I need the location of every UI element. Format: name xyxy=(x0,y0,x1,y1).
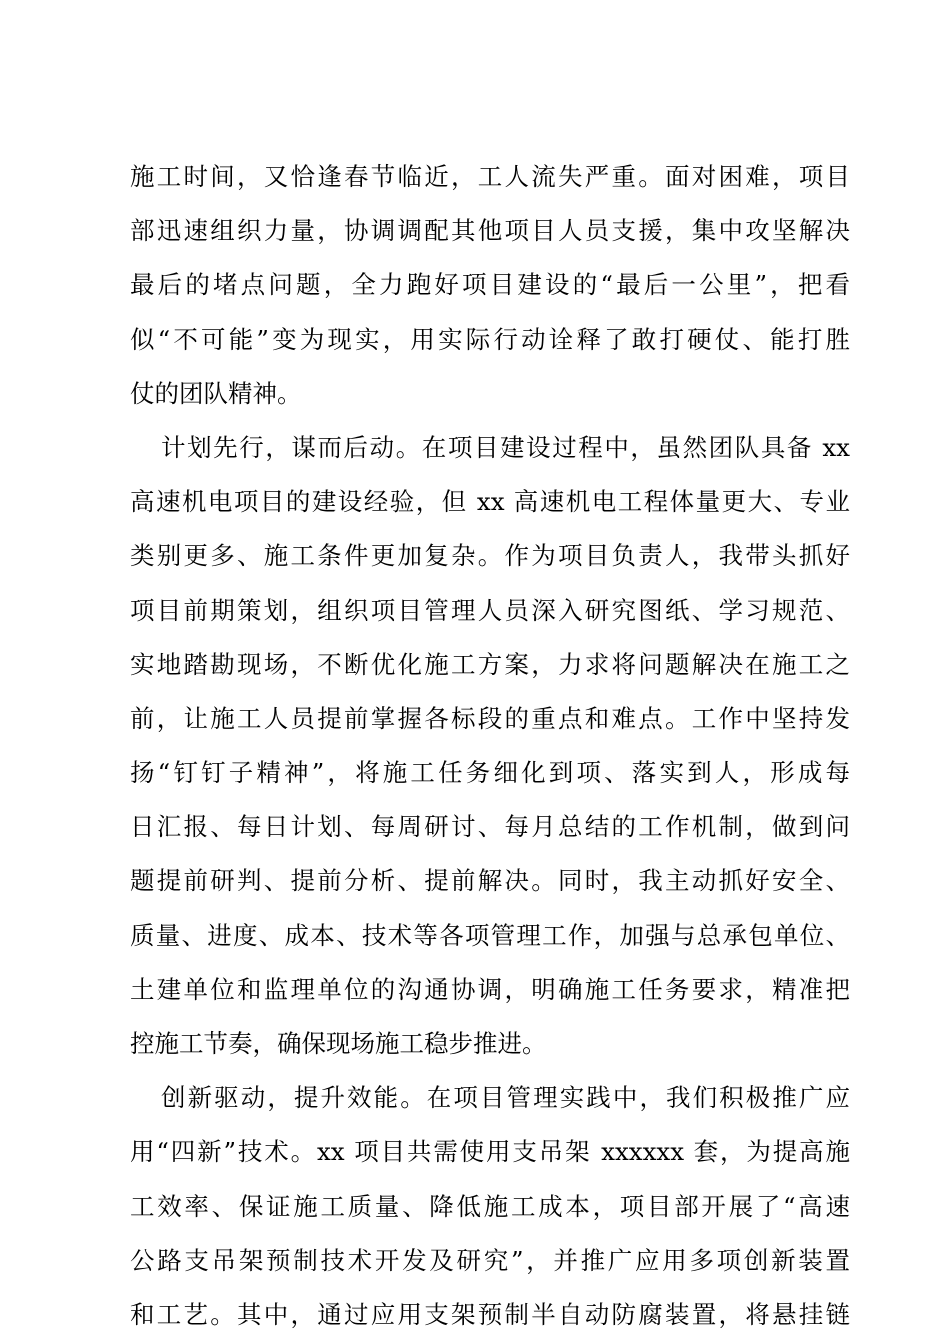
text-line: 部迅速组织力量，协调调配其他项目人员支援，集中攻坚解决 xyxy=(130,216,850,246)
text-line: 工效率、保证施工质量、降低施工成本，项目部开展了“高速 xyxy=(130,1191,850,1221)
text-line: 用“四新”技术。xx 项目共需使用支吊架 xxxxxx 套，为提高施 xyxy=(130,1137,850,1167)
text-line: 土建单位和监理单位的沟通协调，明确施工任务要求，精准把 xyxy=(130,974,850,1004)
paragraph-first-line: 计划先行，谋而后动。在项目建设过程中，虽然团队具备 xx xyxy=(161,432,850,462)
paragraph-first-line: 创新驱动，提升效能。在项目管理实践中，我们积极推广应 xyxy=(161,1083,850,1113)
text-line: 仗的团队精神。 xyxy=(130,378,302,408)
text-line: 实地踏勘现场，不断优化施工方案，力求将问题解决在施工之 xyxy=(130,649,850,679)
document-body xyxy=(130,150,850,1342)
text-line: 前，让施工人员提前掌握各标段的重点和难点。工作中坚持发 xyxy=(130,703,850,733)
text-line: 题提前研判、提前分析、提前解决。同时，我主动抓好安全、 xyxy=(130,866,850,896)
text-line: 高速机电项目的建设经验，但 xx 高速机电工程体量更大、专业 xyxy=(130,487,850,517)
text-line: 扬“钉钉子精神”，将施工任务细化到项、落实到人，形成每 xyxy=(130,758,850,788)
text-line: 最后的堵点问题，全力跑好项目建设的“最后一公里”，把看 xyxy=(130,270,850,300)
text-line: 日汇报、每日计划、每周研讨、每月总结的工作机制，做到问 xyxy=(130,812,850,842)
text-line: 控施工节奏，确保现场施工稳步推进。 xyxy=(130,1029,547,1058)
text-line: 类别更多、施工条件更加复杂。作为项目负责人，我带头抓好 xyxy=(130,541,850,571)
text-line: 施工时间，又恰逢春节临近，工人流失严重。面对困难，项目 xyxy=(130,162,850,191)
text-line: 质量、进度、成本、技术等各项管理工作，加强与总承包单位、 xyxy=(130,920,850,950)
text-line: 项目前期策划，组织项目管理人员深入研究图纸、学习规范、 xyxy=(130,595,850,625)
text-line: 公路支吊架预制技术开发及研究”，并推广应用多项创新装置 xyxy=(130,1245,850,1275)
text-line: 似“不可能”变为现实，用实际行动诠释了敢打硬仗、能打胜 xyxy=(130,324,850,354)
text-line: 和工艺。其中，通过应用支架预制半自动防腐装置，将悬挂链 xyxy=(130,1299,850,1329)
